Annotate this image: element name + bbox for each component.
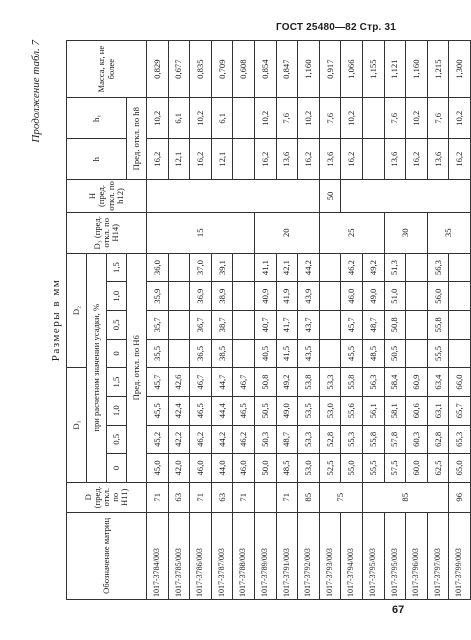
d2-cell: 55,5 (427, 339, 449, 368)
mass-cell: 1,066 (341, 41, 363, 98)
d1-cell: 55,3 (341, 425, 363, 454)
h1-cell: 10,2 (406, 98, 428, 139)
d1-cell: 46,2 (233, 425, 255, 454)
d2-cell: 35,9 (147, 282, 169, 311)
d1-cell: 44,2 (211, 425, 233, 454)
d1-cell: 60,0 (406, 454, 428, 483)
d2-cell: 37,0 (190, 253, 212, 282)
d2-cell: 56,0 (427, 282, 449, 311)
d1-cell: 46,7 (233, 368, 255, 397)
designation-cell: 1017-3785/003 (168, 512, 190, 599)
d2-cell (233, 282, 255, 311)
designation-cell: 1017-3795/003 (384, 512, 406, 599)
mass-cell: 1,155 (362, 41, 384, 98)
d2-cell (406, 311, 428, 340)
h-cell: 12,1 (168, 139, 190, 180)
d1-cell: 46,7 (190, 368, 212, 397)
d2-cell: 50,8 (384, 311, 406, 340)
mass-cell: 0,709 (211, 41, 233, 98)
h1-cell: 10,2 (147, 98, 169, 139)
d1-cell: 42,4 (168, 396, 190, 425)
mass-cell: 1,300 (449, 41, 471, 98)
d1-cell: 55,0 (341, 454, 363, 483)
d2-cell (319, 311, 341, 340)
h1-cell: 6,1 (211, 98, 233, 139)
d1-cell: 42,0 (168, 454, 190, 483)
d2-cell (406, 339, 428, 368)
d2-cell: 46,2 (341, 253, 363, 282)
h-cell: 13,6 (276, 139, 298, 180)
page-number: 67 (392, 604, 405, 616)
h1-cell (233, 98, 255, 139)
d1-cell: 45,5 (147, 396, 169, 425)
table-row (168, 41, 190, 600)
shrink-d1-10: 1,0 (107, 396, 127, 425)
h-cell: 16,2 (190, 139, 212, 180)
mass-cell: 0,677 (168, 41, 190, 98)
d1-cell: 60,6 (406, 396, 428, 425)
h-cell: 16,2 (406, 139, 428, 180)
h1-cell: 10,2 (449, 98, 471, 139)
d1-cell: 45,7 (147, 368, 169, 397)
d1-cell: 42,2 (168, 425, 190, 454)
designation-cell: 1017-3792/003 (298, 512, 320, 599)
d1-cell: 56,3 (362, 368, 384, 397)
designation-cell: 1017-3795/003 (362, 512, 384, 599)
table-row (211, 41, 233, 600)
shrink-d2-15: 1,5 (107, 253, 127, 282)
d1-cell: 53,0 (298, 454, 320, 483)
table-continuation-label: Продолжение табл. 7 (30, 40, 42, 143)
h1-cell: 10,2 (190, 98, 212, 139)
col-shrinkage: при расчетном значении усадки, % (87, 253, 107, 482)
shrink-d2-05: 0,5 (107, 311, 127, 340)
d2-cell: 46,0 (341, 282, 363, 311)
col-D1: D₁ (67, 368, 87, 483)
h-cell: 16,2 (298, 139, 320, 180)
d1-cell: 57,5 (384, 454, 406, 483)
d1-cell: 53,3 (319, 368, 341, 397)
d2-cell (449, 253, 471, 282)
d2-cell: 40,5 (254, 339, 276, 368)
table-row (233, 41, 255, 600)
d1-cell: 44,7 (211, 368, 233, 397)
h1-cell: 10,2 (298, 98, 320, 139)
D3-cell: 30 (384, 212, 427, 253)
col-mass: Масса, кг, не более (67, 41, 147, 98)
D-cell: 71 (190, 482, 212, 512)
table-row (362, 41, 384, 600)
table-row (319, 41, 341, 600)
d1-cell: 58,1 (384, 396, 406, 425)
D-cell: 85 (362, 482, 448, 512)
table-row (276, 41, 298, 600)
H-cell: 50 (319, 180, 341, 213)
mass-cell: 0,854 (254, 41, 276, 98)
d2-cell: 41,9 (276, 282, 298, 311)
d1-cell: 48,7 (276, 425, 298, 454)
d2-cell: 42,1 (276, 253, 298, 282)
d2-cell: 48,5 (362, 339, 384, 368)
d2-cell: 51,0 (384, 282, 406, 311)
h1-cell: 7,6 (384, 98, 406, 139)
D3-cell: 15 (147, 212, 255, 253)
table-row (147, 41, 169, 600)
d1-cell: 49,0 (276, 396, 298, 425)
h1-cell (362, 98, 384, 139)
dimensions-table (66, 40, 471, 600)
d1-cell: 53,8 (298, 368, 320, 397)
d1-cell: 46,2 (190, 425, 212, 454)
d1-cell: 65,3 (449, 425, 471, 454)
D3-cell: 35 (427, 212, 470, 253)
d1-cell: 50,0 (254, 454, 276, 483)
designation-cell: 1017-3789/003 (254, 512, 276, 599)
col-D: D (пред. откл. по H11) (67, 482, 147, 512)
D-cell: 71 (233, 482, 255, 512)
D-cell (254, 482, 276, 512)
col-D2: D₂ (67, 253, 87, 368)
h-cell: 16,2 (147, 139, 169, 180)
d2-cell (319, 282, 341, 311)
d1-cell: 52,5 (319, 454, 341, 483)
h1-cell: 6,1 (168, 98, 190, 139)
d2-cell: 35,7 (147, 311, 169, 340)
d1-cell: 55,5 (362, 454, 384, 483)
h-cell: 13,6 (319, 139, 341, 180)
mass-cell: 0,917 (319, 41, 341, 98)
d2-cell (233, 311, 255, 340)
d1-cell: 62,5 (427, 454, 449, 483)
designation-cell: 1017-3799/003 (449, 512, 471, 599)
d2-cell: 39,1 (211, 253, 233, 282)
table-caption: Размеры в мм (50, 278, 62, 362)
d1-cell: 44,4 (211, 396, 233, 425)
d1-tolerance: Пред. откл. по Н6 (127, 253, 147, 482)
table-row (298, 41, 320, 600)
table-row (254, 41, 276, 600)
d2-cell (168, 253, 190, 282)
d2-cell: 38,7 (211, 311, 233, 340)
table-body (147, 41, 471, 600)
d2-cell (168, 339, 190, 368)
D-cell: 63 (168, 482, 190, 512)
d2-cell: 43,5 (298, 339, 320, 368)
d1-cell: 52,8 (319, 425, 341, 454)
d2-cell: 43,9 (298, 282, 320, 311)
rotated-table-block (30, 40, 465, 600)
d2-cell: 41,7 (276, 311, 298, 340)
designation-cell: 1017-3797/003 (427, 512, 449, 599)
d1-cell: 56,1 (362, 396, 384, 425)
d2-cell: 50,5 (384, 339, 406, 368)
designation-cell: 1017-3794/003 (341, 512, 363, 599)
h-cell (233, 139, 255, 180)
d2-cell (319, 253, 341, 282)
d1-cell: 63,1 (427, 396, 449, 425)
d1-cell: 45,0 (147, 454, 169, 483)
d1-cell: 46,0 (233, 454, 255, 483)
d2-cell: 51,3 (384, 253, 406, 282)
d1-cell: 65,0 (449, 454, 471, 483)
col-D3: D₃ (пред. откл. по H14) (67, 212, 147, 253)
designation-cell: 1017-3791/003 (276, 512, 298, 599)
d1-cell: 48,5 (276, 454, 298, 483)
d1-cell: 53,0 (319, 396, 341, 425)
h-cell: 12,1 (211, 139, 233, 180)
d1-cell: 42,6 (168, 368, 190, 397)
d1-cell: 55,6 (341, 396, 363, 425)
h-cell: 13,6 (384, 139, 406, 180)
table-row (190, 41, 212, 600)
d2-cell: 35,5 (147, 339, 169, 368)
d1-cell: 63,4 (427, 368, 449, 397)
D-cell: 71 (276, 482, 298, 512)
d2-cell (233, 339, 255, 368)
h1-cell: 10,2 (254, 98, 276, 139)
d1-cell: 66,0 (449, 368, 471, 397)
h1-cell: 7,6 (276, 98, 298, 139)
designation-cell: 1017-3784/003 (147, 512, 169, 599)
shrink-d2-0: 0 (107, 339, 127, 368)
mass-cell: 1,215 (427, 41, 449, 98)
d2-cell: 38,5 (211, 339, 233, 368)
table-row (427, 41, 449, 600)
h-cell (362, 139, 384, 180)
d2-cell: 49,2 (362, 253, 384, 282)
d2-cell: 41,5 (276, 339, 298, 368)
designation-cell: 1017-3787/003 (211, 512, 233, 599)
d1-cell: 57,8 (384, 425, 406, 454)
h1-cell: 7,6 (319, 98, 341, 139)
d2-cell (319, 339, 341, 368)
shrink-d1-15: 1,5 (107, 368, 127, 397)
shrink-d2-10: 1,0 (107, 282, 127, 311)
D-cell: 71 (147, 482, 169, 512)
d1-cell: 49,2 (276, 368, 298, 397)
d2-cell: 38,9 (211, 282, 233, 311)
d2-cell: 40,9 (254, 282, 276, 311)
mass-cell: 0,835 (190, 41, 212, 98)
d1-cell: 50,8 (254, 368, 276, 397)
mass-cell: 1,160 (298, 41, 320, 98)
d2-cell: 44,2 (298, 253, 320, 282)
d2-cell: 40,7 (254, 311, 276, 340)
D-cell: 63 (211, 482, 233, 512)
d1-cell: 50,5 (254, 396, 276, 425)
designation-cell: 1017-3793/003 (319, 512, 341, 599)
d1-cell: 53,5 (298, 396, 320, 425)
mass-cell: 0,829 (147, 41, 169, 98)
d1-cell: 46,0 (190, 454, 212, 483)
d2-cell (449, 311, 471, 340)
h1-cell: 10,2 (341, 98, 363, 139)
d2-cell: 36,5 (190, 339, 212, 368)
d2-cell: 48,7 (362, 311, 384, 340)
d1-cell: 46,5 (233, 396, 255, 425)
d2-cell: 45,5 (341, 339, 363, 368)
table-row (406, 41, 428, 600)
d2-cell (233, 253, 255, 282)
d1-cell: 60,9 (406, 368, 428, 397)
d2-cell (406, 282, 428, 311)
D-cell: 75 (319, 482, 362, 512)
designation-cell: 1017-3786/003 (190, 512, 212, 599)
d2-cell: 41,1 (254, 253, 276, 282)
col-h: h (67, 139, 127, 180)
d2-cell: 43,7 (298, 311, 320, 340)
d1-cell: 55,8 (341, 368, 363, 397)
d1-cell: 62,8 (427, 425, 449, 454)
d2-cell: 55,8 (427, 311, 449, 340)
page-header (0, 0, 449, 44)
d2-cell: 36,9 (190, 282, 212, 311)
d2-cell (406, 253, 428, 282)
d1-cell: 46,5 (190, 396, 212, 425)
h-tolerance: Пред. откл. по h8 (127, 98, 147, 180)
h-cell: 16,2 (254, 139, 276, 180)
d2-cell (168, 282, 190, 311)
shrink-d1-05: 0,5 (107, 425, 127, 454)
h-cell: 13,6 (427, 139, 449, 180)
D3-cell: 20 (254, 212, 319, 253)
h1-cell: 7,6 (427, 98, 449, 139)
mass-cell: 1,121 (384, 41, 406, 98)
d2-cell (168, 311, 190, 340)
designation-cell: 1017-3796/003 (406, 512, 428, 599)
d2-cell: 49,0 (362, 282, 384, 311)
d2-cell: 45,7 (341, 311, 363, 340)
h-cell: 16,2 (341, 139, 363, 180)
h-cell: 16,2 (449, 139, 471, 180)
designation-cell: 1017-3788/003 (233, 512, 255, 599)
mass-cell: 1,160 (406, 41, 428, 98)
col-designation: Обозначение матриц (67, 512, 147, 599)
d1-cell: 65,7 (449, 396, 471, 425)
d2-cell (449, 282, 471, 311)
d1-cell: 44,0 (211, 454, 233, 483)
D-cell: 85 (298, 482, 320, 512)
d1-cell: 53,3 (298, 425, 320, 454)
d1-cell: 45,2 (147, 425, 169, 454)
d1-cell: 60,3 (406, 425, 428, 454)
H-cell (341, 180, 471, 213)
col-H: H (пред. откл. по h12) (67, 180, 147, 213)
col-h1: h₁ (67, 98, 127, 139)
d2-cell: 36,0 (147, 253, 169, 282)
table-row (449, 41, 471, 600)
d2-cell: 36,7 (190, 311, 212, 340)
d1-cell: 50,3 (254, 425, 276, 454)
d2-cell (449, 339, 471, 368)
d1-cell: 55,8 (362, 425, 384, 454)
d1-cell: 58,4 (384, 368, 406, 397)
D3-cell: 25 (319, 212, 384, 253)
standard-reference: ГОСТ 25480—82 Стр. 31 (276, 22, 396, 33)
table-row (341, 41, 363, 600)
d2-cell: 56,3 (427, 253, 449, 282)
H-cell (147, 180, 320, 213)
mass-cell: 0,847 (276, 41, 298, 98)
shrink-d1-0: 0 (107, 454, 127, 483)
D-cell: 96 (449, 482, 471, 512)
mass-cell: 0,608 (233, 41, 255, 98)
table-row (384, 41, 406, 600)
